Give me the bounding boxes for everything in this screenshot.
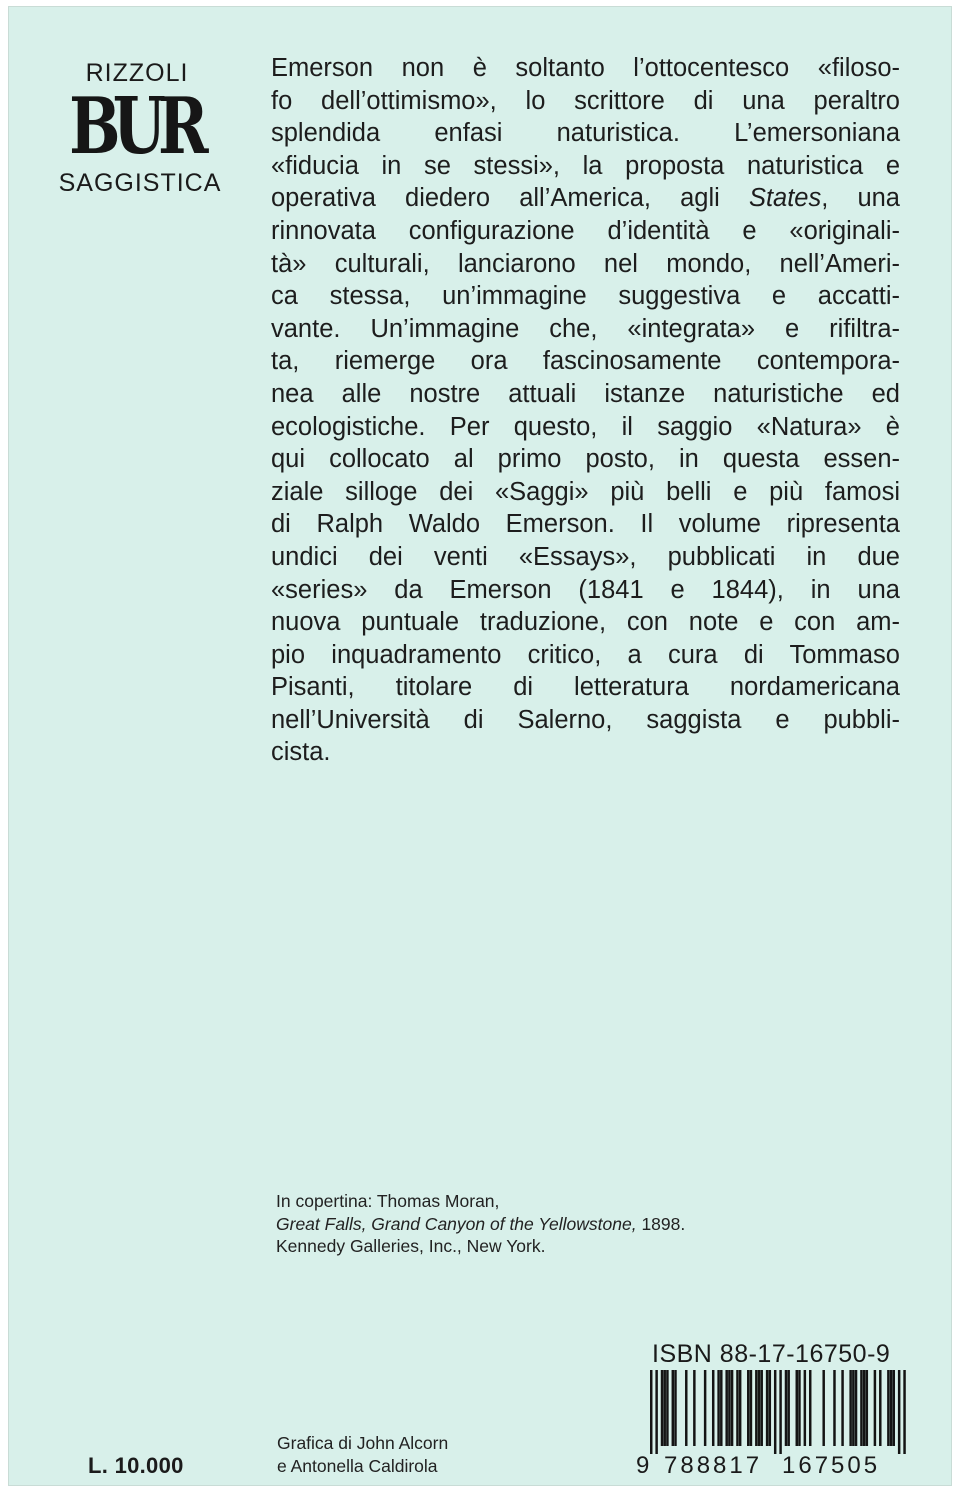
barcode-bar (655, 1370, 657, 1454)
barcode-bar (693, 1370, 695, 1446)
barcode-bar (898, 1370, 900, 1454)
barcode-bar (720, 1370, 722, 1446)
blurb-line: undici dei venti «Essays», pubblicati in due (271, 542, 900, 571)
blurb-line: nea alle nostre attuali istanze naturistiche ed (271, 379, 900, 408)
blurb-line: Emerson non è soltanto l’ottocentesco «filoso- (271, 54, 900, 82)
blurb-line: fo dell’ottimismo», lo scrittore di una peraltro (271, 86, 900, 115)
credits-line-2 (276, 1213, 685, 1236)
barcode-bar (849, 1370, 851, 1446)
barcode-bar (779, 1370, 781, 1454)
barcode-bar (887, 1370, 889, 1446)
blurb-line: splendida enfasi naturistica. L’emersoniana (271, 119, 900, 148)
barcode-bar (879, 1370, 881, 1446)
barcode-bar (674, 1370, 676, 1446)
design-credits (277, 1432, 448, 1478)
barcode-bar (769, 1370, 771, 1446)
blurb-line: ziale silloge dei «Saggi» più belli e più famosi (271, 477, 900, 506)
barcode-bar (661, 1370, 663, 1446)
barcode-bar (774, 1370, 776, 1454)
isbn-group-2: 167505 (782, 1452, 881, 1479)
barcode-bar (860, 1370, 862, 1446)
bur-logo: BUR (69, 81, 201, 172)
barcode-bar (809, 1370, 811, 1446)
barcode-bar (725, 1370, 727, 1446)
barcode-bar (796, 1370, 798, 1446)
blurb-line: ta, riemerge ora fascinosamente contempora- (271, 347, 900, 376)
barcode-bar (833, 1370, 835, 1446)
barcode-bar (787, 1370, 789, 1446)
publisher-brand (40, 58, 240, 198)
blurb-line: vante. Un’immagine che, «integrata» e rifiltra- (271, 314, 900, 343)
blurb-line: nell’Università di Salerno, saggista e pubbli- (271, 705, 900, 734)
barcode-bar (890, 1370, 892, 1446)
blurb-line: tà» culturali, lanciarono nel mondo, nell’Ameri- (271, 249, 900, 278)
isbn-group-1: 788817 (664, 1452, 763, 1479)
barcode-bar (712, 1370, 714, 1446)
barcode-bar (736, 1370, 738, 1446)
artwork-title: Great Falls, Grand Canyon of the Yellowstone, (276, 1213, 637, 1234)
publisher-name: RIZZOLI (85, 59, 189, 87)
barcode-bar (785, 1370, 787, 1446)
design-line-2: e Antonella Caldirola (277, 1456, 438, 1476)
barcode-bar (863, 1370, 865, 1446)
blurb-line: cista. (271, 738, 331, 767)
barcode-bar (717, 1370, 719, 1446)
barcode-bar (755, 1370, 757, 1446)
barcode-bar (758, 1370, 760, 1446)
blurb-line: nuova puntuale traduzione, con note e con am- (271, 608, 900, 637)
barcode-bar (672, 1370, 674, 1446)
blurb-line: ca stessa, un’immagine suggestiva e accatti- (271, 282, 900, 311)
barcode-bar (893, 1370, 895, 1446)
barcode-bar (663, 1370, 665, 1446)
barcode-bar (760, 1370, 762, 1446)
barcode-bar (804, 1370, 806, 1446)
barcode-bar (798, 1370, 800, 1446)
barcode-bar (747, 1370, 749, 1446)
series-name: SAGGISTICA (58, 169, 222, 197)
barcode-bar (650, 1370, 652, 1454)
barcode-bar (903, 1370, 905, 1454)
barcode-bar (874, 1370, 876, 1446)
blurb-line: qui collocato al primo posto, in questa essen- (271, 445, 900, 474)
blurb-line: «series» da Emerson (1841 e 1844), in una (271, 575, 900, 604)
artwork-year: 1898. (636, 1213, 686, 1234)
credits-line-1: In copertina: Thomas Moran, (276, 1191, 500, 1211)
barcode-bar (852, 1370, 854, 1446)
isbn-barcode (650, 1370, 906, 1454)
blurb-line: Pisanti, titolare di letteratura nordamericana (271, 673, 900, 702)
barcode-bar (666, 1370, 668, 1446)
isbn-digits (636, 1452, 906, 1482)
barcode-bar (750, 1370, 752, 1446)
price: L. 10.000 (88, 1453, 184, 1478)
barcode-bar (866, 1370, 868, 1446)
design-line-1: Grafica di John Alcorn (277, 1433, 449, 1453)
blurb-line: rinnovata configurazione d’identità e «originali- (271, 216, 900, 245)
blurb-line: di Ralph Waldo Emerson. Il volume ripresenta (271, 510, 900, 539)
barcode-bar (731, 1370, 733, 1446)
blurb-line: ecologistiche. Per questo, il saggio «Natura» è (271, 412, 900, 441)
cover-credits (276, 1190, 685, 1258)
isbn-label: ISBN 88-17-16750-9 (652, 1340, 891, 1368)
blurb-line: operativa diedero all’America, agli States, una (271, 184, 900, 213)
barcode-bar (822, 1370, 824, 1446)
barcode-bar (728, 1370, 730, 1446)
barcode-bar (855, 1370, 857, 1446)
barcode-bar (685, 1370, 687, 1446)
barcode-bar (841, 1370, 843, 1446)
isbn-first-digit: 9 (636, 1452, 650, 1479)
credits-line-3: Kennedy Galleries, Inc., New York. (276, 1236, 546, 1256)
barcode-bar (766, 1370, 768, 1446)
barcode-bar (739, 1370, 741, 1446)
blurb-line: pio inquadramento critico, a cura di Tommaso (271, 640, 900, 669)
blurb-text (271, 52, 900, 769)
barcode-bar (704, 1370, 706, 1446)
blurb-line: «fiducia in se stessi», la proposta naturistica e (271, 151, 900, 180)
